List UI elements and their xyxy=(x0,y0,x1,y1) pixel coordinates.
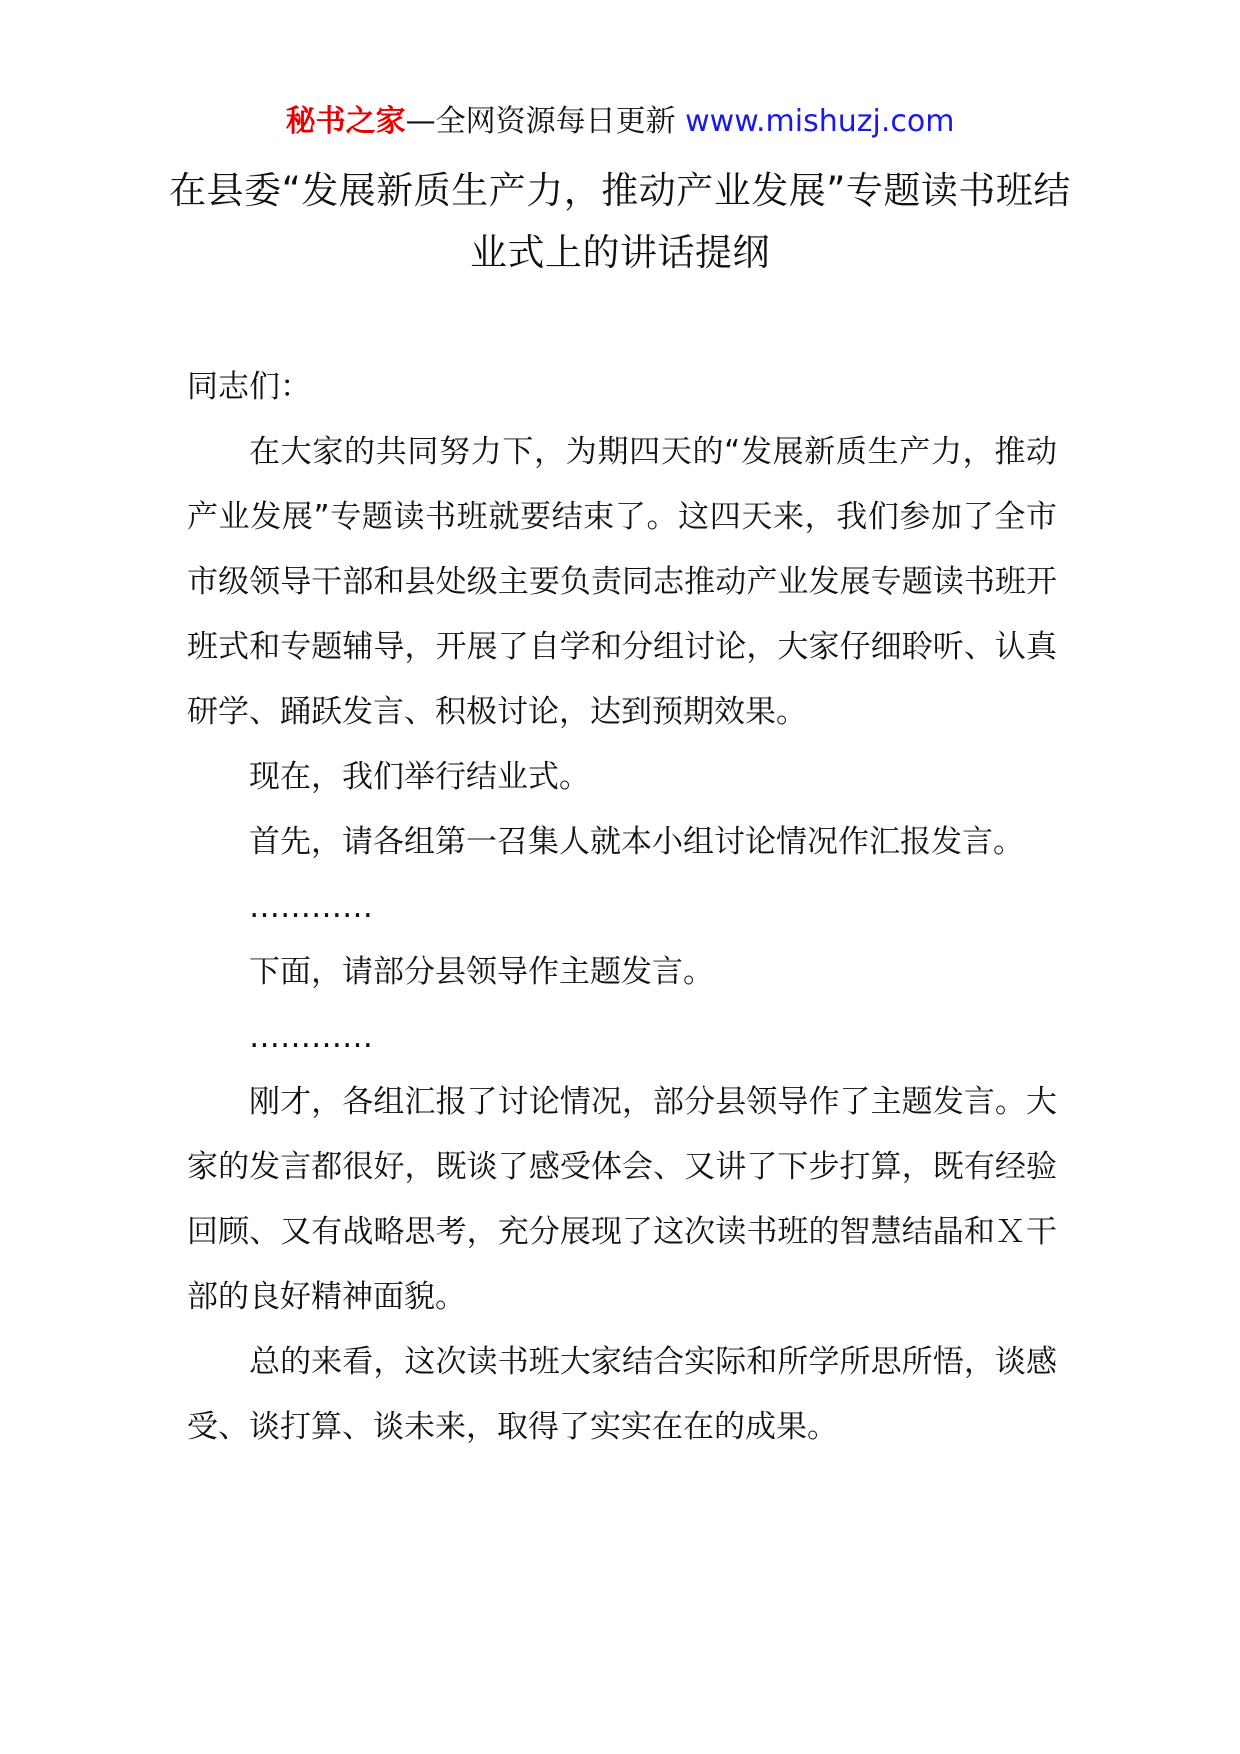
ellipsis-line: ………… xyxy=(249,1019,373,1055)
salutation: 同志们： xyxy=(187,369,311,405)
site-tagline: —全网资源每日更新 xyxy=(405,104,686,139)
paragraph: 下面，请部分县领导作主题发言。 xyxy=(249,954,714,990)
document-body xyxy=(187,355,1057,1460)
brand-name: 秘书之家 xyxy=(285,104,406,139)
site-header xyxy=(0,100,1240,144)
document-title: 在县委“发展新质生产力，推动产业发展”专题读书班结业式上的讲话提纲 xyxy=(169,169,1071,274)
paragraph: 刚才，各组汇报了讨论情况，部分县领导作了主题发言。大家的发言都很好，既谈了感受体会、又讲了下步打算，既有经验回顾、又有战略思考，充分展现了这次读书班的智慧结晶和Ｘ干部的良好精神面貌。 xyxy=(187,1084,1057,1315)
paragraph: 在大家的共同努力下，为期四天的“发展新质生产力，推动产业发展”专题读书班就要结束了。这四天来，我们参加了全市市级领导干部和县处级主要负责同志推动产业发展专题读书班开班式和专题辅导，开展了自学和分组讨论，大家仔细聆听、认真研学、踊跃发言、积极讨论，达到预期效果。 xyxy=(187,434,1057,730)
ellipsis-line: ………… xyxy=(249,889,373,925)
paragraph: 首先，请各组第一召集人就本小组讨论情况作汇报发言。 xyxy=(249,824,1024,860)
site-url-link[interactable]: www.mishuzj.com xyxy=(685,104,955,139)
paragraph: 现在，我们举行结业式。 xyxy=(249,759,590,795)
paragraph: 总的来看，这次读书班大家结合实际和所学所思所悟，谈感受、谈打算、谈未来，取得了实实在在的成果。 xyxy=(187,1344,1057,1445)
